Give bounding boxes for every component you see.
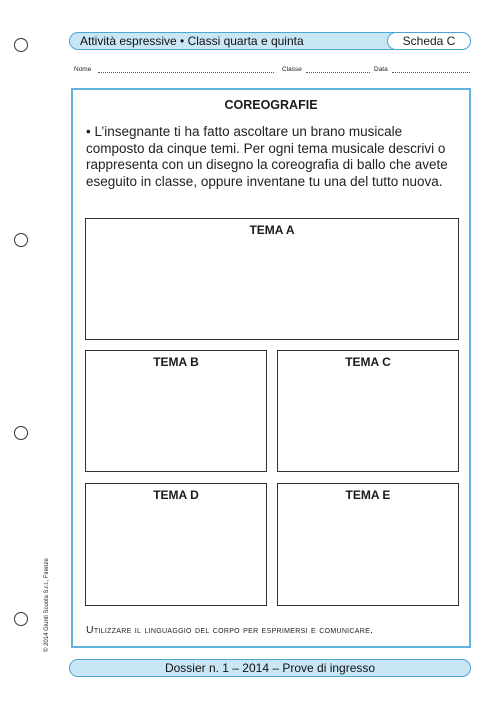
worksheet-heading: COREOGRAFIE bbox=[224, 98, 318, 112]
classe-label: Classe bbox=[282, 66, 302, 73]
classe-field[interactable] bbox=[306, 72, 370, 73]
tema-d-box[interactable] bbox=[85, 483, 267, 606]
footer-banner bbox=[69, 659, 471, 677]
tema-a-box[interactable] bbox=[85, 218, 459, 340]
footer-text: Dossier n. 1 – 2014 – Prove di ingresso bbox=[164, 661, 376, 675]
nome-label: Nome bbox=[74, 66, 92, 73]
footer-note: Utilizzare il linguaggio del corpo per esprimersi e comunicare. bbox=[86, 624, 374, 636]
tema-e-label: TEMA E bbox=[345, 488, 391, 502]
header-banner bbox=[69, 32, 471, 50]
tema-e-box[interactable] bbox=[277, 483, 459, 606]
binder-hole-4 bbox=[14, 612, 28, 626]
binder-hole-3 bbox=[14, 426, 28, 440]
data-field[interactable] bbox=[392, 72, 470, 73]
instruction-text: • L’insegnante ti ha fatto ascoltare un brano musicale composto da cinque temi. Per ogni tema musicale descrivi o rappresenta con un disegno la coreografia di ballo che avete eseguito in classe, oppure inventane tu una del tutto nuova. bbox=[86, 124, 448, 189]
data-label: Data bbox=[374, 66, 388, 73]
student-info-line bbox=[74, 66, 470, 78]
tema-b-label: TEMA B bbox=[153, 355, 199, 369]
header-title: Attività espressive • Classi quarta e quinta bbox=[80, 34, 304, 48]
binder-hole-2 bbox=[14, 233, 28, 247]
scheda-label: Scheda C bbox=[387, 32, 471, 50]
nome-field[interactable] bbox=[98, 72, 274, 73]
copyright-text: © 2014 Giunti Scuola S.r.l., Firenze bbox=[44, 558, 50, 652]
tema-c-label: TEMA C bbox=[345, 355, 391, 369]
tema-d-label: TEMA D bbox=[153, 488, 199, 502]
tema-c-box[interactable] bbox=[277, 350, 459, 472]
tema-a-label: TEMA A bbox=[249, 223, 295, 237]
tema-b-box[interactable] bbox=[85, 350, 267, 472]
binder-hole-1 bbox=[14, 38, 28, 52]
